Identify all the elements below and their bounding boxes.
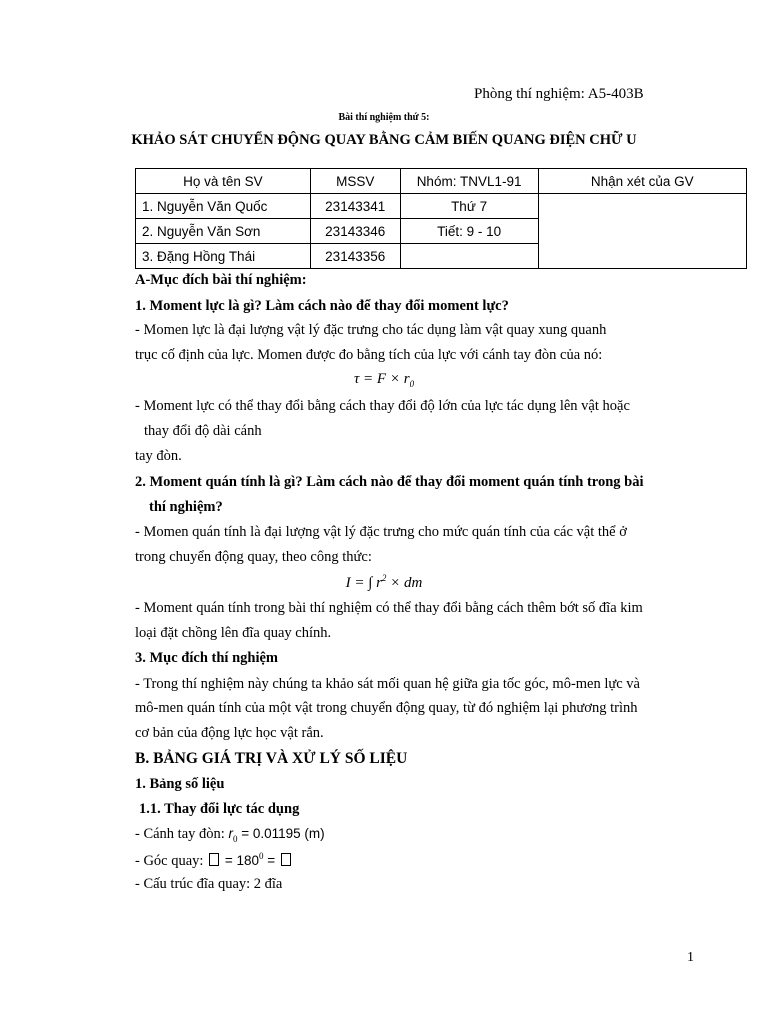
table-header-comment: Nhận xét của GV	[538, 169, 746, 194]
paragraph-line: trục cố định của lực. Momen được đo bằng tích của lực với cánh tay đòn của nó:	[135, 347, 603, 363]
student-id: 23143346	[310, 219, 400, 244]
student-id: 23143356	[310, 244, 400, 269]
group-info: Tiết: 9 - 10	[400, 219, 538, 244]
group-info: Thứ 7	[400, 194, 538, 219]
table-header-name: Họ và tên SV	[136, 169, 311, 194]
student-name: 2. Nguyễn Văn Sơn	[136, 219, 311, 244]
formula-superscript: 2	[381, 573, 387, 583]
rotation-angle-line	[135, 851, 293, 870]
question-2-heading: 2. Moment quán tính là gì? Làm cách nào để thay đổi moment quán tính trong bài	[135, 474, 644, 490]
missing-symbol-icon	[209, 853, 219, 866]
lever-arm-value: = 0.01195 (m)	[237, 826, 325, 841]
lab-room: Phòng thí nghiệm: A5-403B	[474, 86, 644, 102]
table-header-group: Nhóm: TNVL1-91	[400, 169, 538, 194]
torque-formula	[0, 371, 768, 389]
inertia-formula	[0, 573, 768, 592]
paragraph-line: cơ bản của động lực học vật rắn.	[135, 725, 324, 741]
formula-subscript: 0	[409, 379, 415, 389]
paragraph-line: - Momen quán tính là đại lượng vật lý đặc trưng cho mức quán tính của các vật thể ở	[135, 524, 627, 540]
student-name: 3. Đặng Hồng Thái	[136, 244, 311, 269]
teacher-comment-cell	[538, 194, 746, 269]
paragraph-line: thay đổi độ dài cánh	[144, 423, 262, 439]
lever-arm-subscript: 0	[232, 833, 238, 844]
formula-text: τ = F × r	[353, 371, 410, 387]
rotation-angle-value: = 180	[221, 852, 259, 868]
section-b-heading: B. BẢNG GIÁ TRỊ VÀ XỬ LÝ SỐ LIỆU	[135, 750, 408, 767]
paragraph-line: trong chuyển động quay, theo công thức:	[135, 549, 372, 565]
table-header-row	[136, 169, 747, 194]
rotation-angle-equals: =	[263, 852, 279, 868]
lever-arm-variable: r	[228, 826, 233, 841]
section-a-heading: A-Mục đích bài thí nghiệm:	[135, 272, 307, 288]
experiment-number: Bài thí nghiệm thứ 5:	[338, 112, 430, 123]
table-header-id: MSSV	[310, 169, 400, 194]
lever-arm-label: - Cánh tay đòn:	[135, 826, 229, 842]
formula-text: I = ∫ r	[345, 575, 382, 591]
question-1-heading: 1. Moment lực là gì? Làm cách nào để thay đổi moment lực?	[135, 298, 509, 314]
paragraph-line: loại đặt chồng lên đĩa quay chính.	[135, 625, 332, 641]
paragraph-line: - Momen lực là đại lượng vật lý đặc trưng cho tác dụng làm vật quay xung quanh	[135, 322, 607, 338]
page-number: 1	[687, 950, 694, 965]
paragraph-line: mô-men quán tính của một vật trong chuyển động quay, từ đó nghiệm lại phương trình	[135, 700, 638, 716]
paragraph-line: tay đòn.	[135, 448, 182, 464]
lever-arm-line	[135, 826, 325, 844]
student-info-table	[135, 168, 747, 269]
question-2-heading-cont: thí nghiệm?	[149, 499, 223, 515]
table-row	[136, 194, 747, 219]
subsection-1-heading: 1. Bảng số liệu	[135, 776, 225, 792]
question-3-heading: 3. Mục đích thí nghiệm	[135, 650, 278, 666]
paragraph-line: - Trong thí nghiệm này chúng ta khảo sát mối quan hệ giữa gia tốc góc, mô-men lực và	[135, 676, 640, 692]
subsection-1-1-heading: 1.1. Thay đổi lực tác dụng	[139, 801, 300, 817]
paragraph-line: - Moment quán tính trong bài thí nghiệm có thể thay đổi bằng cách thêm bớt số đĩa kim	[135, 600, 643, 616]
rotation-angle-superscript: 0	[259, 851, 264, 861]
formula-text-right: × dm	[386, 575, 423, 591]
group-info	[400, 244, 538, 269]
disk-structure-line: - Cấu trúc đĩa quay: 2 đĩa	[135, 876, 283, 892]
document-title: KHẢO SÁT CHUYỂN ĐỘNG QUAY BẰNG CẢM BIẾN QUANG ĐIỆN CHỮ U	[131, 132, 637, 148]
paragraph-line: - Moment lực có thể thay đổi bằng cách thay đổi độ lớn của lực tác dụng lên vật hoặc	[135, 398, 630, 414]
missing-symbol-icon	[281, 853, 291, 866]
student-name: 1. Nguyễn Văn Quốc	[136, 194, 311, 219]
rotation-angle-label: - Góc quay:	[135, 852, 208, 869]
student-id: 23143341	[310, 194, 400, 219]
